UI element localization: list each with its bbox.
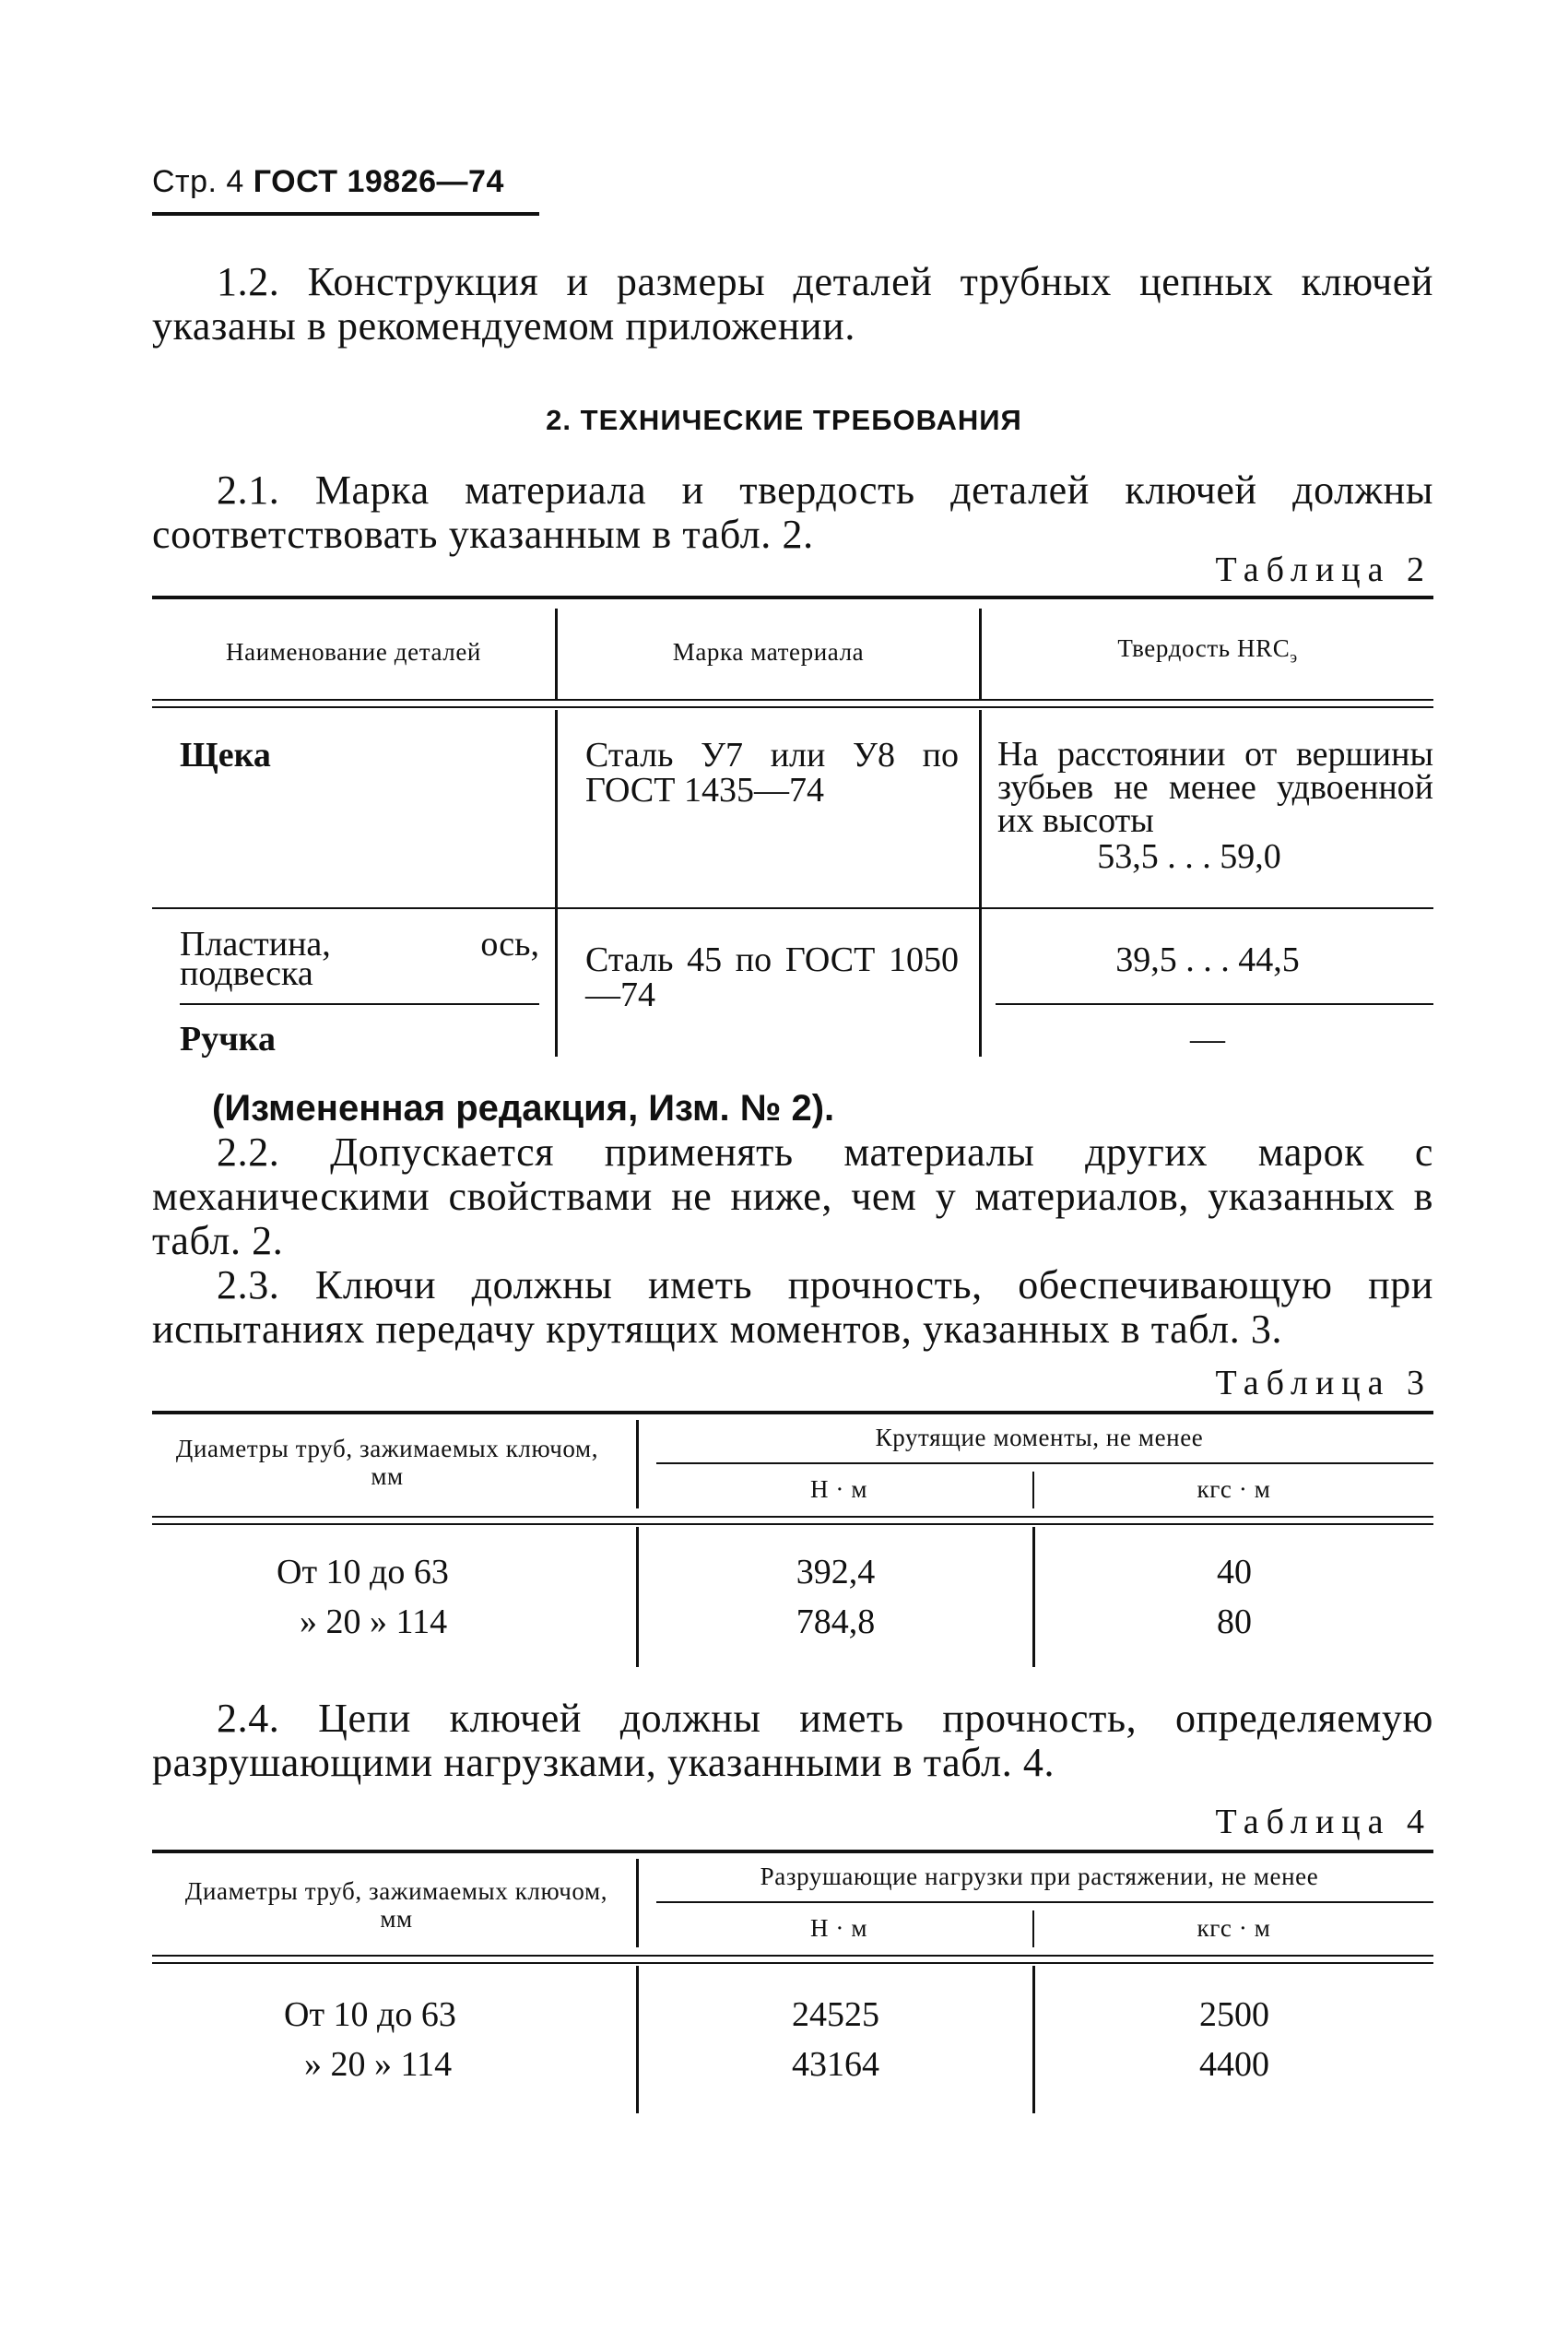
table4-row1-range: От 10 до 63 [284, 1995, 456, 2034]
table3-row1-range: От 10 до 63 [277, 1553, 449, 1591]
table3-row2-range: » 20 » 114 [300, 1603, 448, 1641]
table4-row1-nm: 24525 [792, 1995, 879, 2034]
table3-row2-kgf: 80 [1217, 1603, 1252, 1641]
paragraph-2-2: 2.2. Допускается применять материалы других марок с механическими свойствами не ниже, чем у материалов, указанных в табл. 2. [152, 1130, 1433, 1263]
table2-row1-hardness-value: 53,5 . . . 59,0 [1097, 837, 1281, 876]
table2-row1-part: Щека [180, 736, 271, 775]
table2-header-hardness: Твердость $HRC_э$ [1117, 634, 1298, 667]
page-header [152, 164, 504, 200]
table2-row1-material: Сталь У7 или У8 по ГОСТ 1435—74 [585, 736, 959, 810]
table4-header-unit-nm: Н · м [809, 1914, 868, 1942]
table3-row1-nm: 392,4 [796, 1553, 876, 1591]
table4-header-diameter: Диаметры труб, зажимаемых ключом, мм [184, 1877, 608, 1933]
table3-header-unit-nm: Н · м [809, 1475, 868, 1503]
table4-header-group: Разрушающие нагрузки при растяжении, не менее [760, 1863, 1319, 1890]
amendment-note: (Измененная редакция, Изм. № 2). [212, 1088, 835, 1129]
table3-header-diameter: Диаметры труб, зажимаемых ключом, мм [175, 1435, 599, 1490]
table3-header-unit-kgf: кгс · м [1197, 1475, 1271, 1503]
table2-row2-part: Пластина, ось, подвеска [180, 925, 539, 993]
paragraph-2-1: 2.1. Марка материала и твердость деталей ключей должны соответствовать указанным в табл. 2. [152, 467, 1433, 557]
table3-row1-kgf: 40 [1217, 1553, 1252, 1591]
table2-caption: Таблица 2 [1215, 550, 1432, 589]
table2-row2-hardness-value: 39,5 . . . 44,5 [1115, 940, 1300, 979]
table2-header-part: Наименование деталей [226, 638, 481, 666]
page-number: Стр. 4 [152, 164, 244, 199]
standard-number: ГОСТ 19826—74 [253, 164, 504, 199]
table3-caption: Таблица 3 [1215, 1364, 1432, 1402]
section-title: 2. ТЕХНИЧЕСКИЕ ТРЕБОВАНИЯ [546, 404, 1022, 436]
table4-row1-kgf: 2500 [1199, 1995, 1269, 2034]
table2-header-material: Марка материала [672, 638, 865, 666]
table4-row2-nm: 43164 [792, 2045, 879, 2084]
paragraph-1-2: 1.2. Конструкция и размеры деталей трубных цепных ключей указаны в рекомендуемом приложении. [152, 259, 1433, 349]
table2-row1-hardness-text: На расстоянии от вершины зубьев не менее удвоенной их высоты [997, 735, 1433, 840]
table4-caption: Таблица 4 [1215, 1803, 1432, 1841]
table3-row2-nm: 784,8 [796, 1603, 876, 1641]
paragraph-2-4: 2.4. Цепи ключей должны иметь прочность, определяемую разрушающими нагрузками, указанными в табл. 4. [152, 1696, 1433, 1785]
table4-row2-range: » 20 » 114 [304, 2045, 453, 2084]
table4-row2-kgf: 4400 [1199, 2045, 1269, 2084]
table2-row3-part: Ручка [180, 1020, 276, 1059]
header-rule [152, 212, 539, 216]
table2-row3-hardness-value: — [1190, 1020, 1225, 1059]
paragraph-2-3: 2.3. Ключи должны иметь прочность, обеспечивающую при испытаниях передачу крутящих моментов, указанных в табл. 3. [152, 1262, 1433, 1352]
table2-row2-material: Сталь 45 по ГОСТ 1050—74 [585, 940, 959, 1014]
table3-header-group: Крутящие моменты, не менее [875, 1424, 1204, 1451]
table4-header-unit-kgf: кгс · м [1197, 1914, 1271, 1942]
